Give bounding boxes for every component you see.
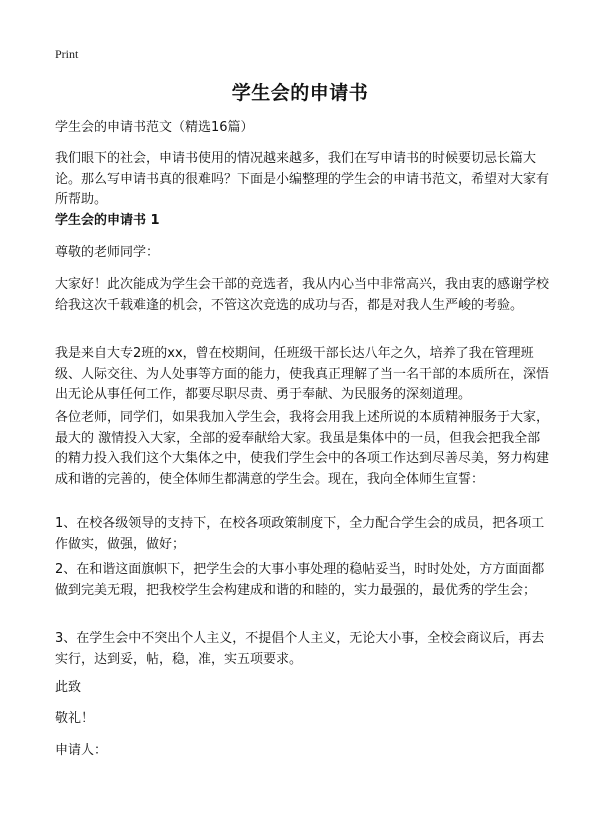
body-paragraph: 大家好！此次能成为学生会干部的竞选者，我从内心当中非常高兴，我由衷的感谢学校给我这次千载难逢的机会，不管这次竞选的成功与否，都是对我人生严峻的考验。 [55,277,550,313]
pledge-item: 2、在和谐这面旗帜下，把学生会的大事小事处理的稳帖妥当，时时处处，方方面面都做到完美无瑕，把我校学生会构建成和谐的和睦的，实力最强的，最优秀的学生会； [55,562,545,598]
body-paragraph: 我是来自大专2班的xx，曾在校期间，任班级干部长达八年之久，培养了我在管理班级、人际交往、为人处事等方面的能力，使我真正理解了当一名干部的本质所在，深悟出无论从事任何工作，都要尽职尽责、勇于奉献、为民服务的深刻道理。 [55,346,550,402]
section-heading: 学生会的申请书 1 [55,213,160,228]
salutation: 尊敬的老师同学： [55,245,160,260]
pledge-item: 3、在学生会中不突出个人主义，不提倡个人主义，无论大小事，全校会商议后，再去实行，达到妥，帖，稳，准，实五项要求。 [55,631,545,667]
closing-line: 此致 [55,680,82,695]
signature-label: 申请人： [55,743,108,758]
page-title: 学生会的申请书 [231,82,369,104]
intro-paragraph: 我们眼下的社会，申请书使用的情况越来越多，我们在写申请书的时候要切忌长篇大论。那么写申请书真的很难吗？下面是小编整理的学生会的申请书范文，希望对大家有所帮助。 [55,151,550,207]
body-paragraph: 各位老师，同学们，如果我加入学生会，我将会用我上述所说的本质精神服务于大家，最大的 激情投入大家，全部的爱奉献给大家。我虽是集体中的一员，但我会把我全部的精力投入我们这个大集体之中，使我们学生会中的各项工作达到尽善尽美，努力构建成和谐的完善的，使全体师生都满意的学生会。现在，我向全体师生宣誓： [55,410,550,487]
pledge-item: 1、在校各级领导的支持下，在校各项政策制度下，全力配合学生会的成员，把各项工作做实，做强，做好； [55,516,545,552]
subtitle: 学生会的申请书范文（精选16篇） [55,120,254,135]
closing-line: 敬礼！ [55,711,95,726]
print-link[interactable]: Print [55,47,79,61]
